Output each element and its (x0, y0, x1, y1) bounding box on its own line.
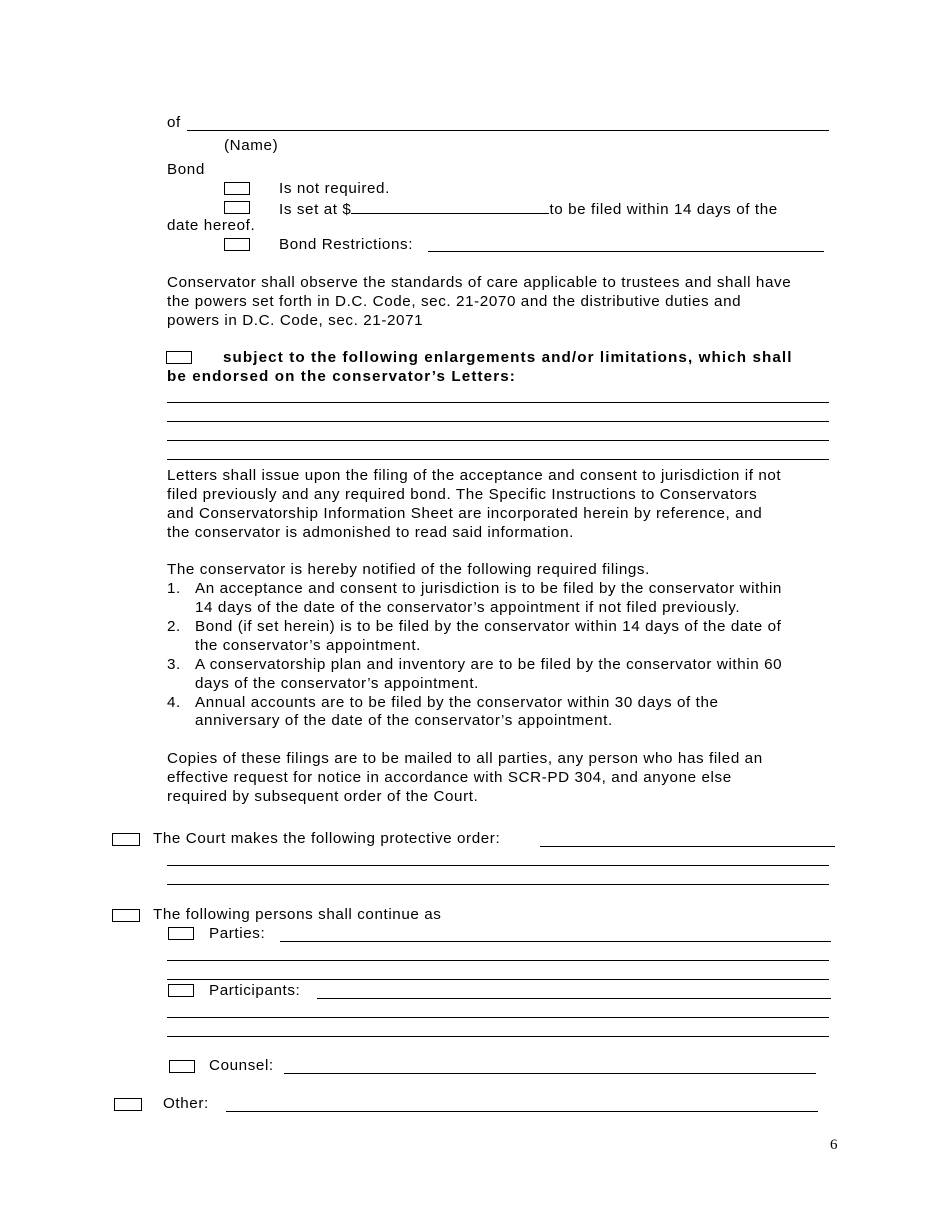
filing-3-line-2: days of the conservator’s appointment. (195, 675, 479, 692)
filing-1-line-2: 14 days of the date of the conservator’s appointment if not filed previously. (195, 599, 741, 616)
bond-restrictions-field[interactable] (428, 251, 824, 252)
bond-not-required-checkbox[interactable] (224, 182, 250, 195)
name-field[interactable] (187, 130, 829, 131)
letters-line-1: Letters shall issue upon the filing of the acceptance and consent to jurisdiction if not (167, 467, 782, 484)
bond-restrictions-checkbox[interactable] (224, 238, 250, 251)
counsel-field[interactable] (284, 1073, 816, 1074)
persons-continue-checkbox[interactable] (112, 909, 140, 922)
filing-3-line-1: A conservatorship plan and inventory are to be filed by the conservator within 60 (195, 656, 783, 673)
of-label: of (167, 114, 181, 131)
copies-line-3: required by subsequent order of the Court. (167, 788, 479, 805)
bond-heading: Bond (167, 161, 205, 178)
bond-set-at-checkbox[interactable] (224, 201, 250, 214)
filing-2-line-2: the conservator’s appointment. (195, 637, 421, 654)
protective-order-field-3[interactable] (167, 884, 829, 885)
enlargements-field-1[interactable] (167, 402, 829, 403)
enlargements-line-2: be endorsed on the conservator’s Letters: (167, 368, 516, 385)
participants-label: Participants: (209, 982, 301, 999)
other-label: Other: (163, 1095, 209, 1112)
filing-4-line-1: Annual accounts are to be filed by the conservator within 30 days of the (195, 694, 719, 711)
filing-3-number: 3. (167, 656, 181, 673)
parties-checkbox[interactable] (168, 927, 194, 940)
copies-line-2: effective request for notice in accordance with SCR-PD 304, and anyone else (167, 769, 732, 786)
parties-field-2[interactable] (167, 960, 829, 961)
standards-line-1: Conservator shall observe the standards of care applicable to trustees and shall have (167, 274, 792, 291)
filing-2-number: 2. (167, 618, 181, 635)
bond-set-at-line (279, 199, 778, 219)
parties-label: Parties: (209, 925, 266, 942)
participants-checkbox[interactable] (168, 984, 194, 997)
bond-set-at-continued: date hereof. (167, 217, 256, 234)
persons-continue-label: The following persons shall continue as (153, 906, 442, 923)
bond-restrictions-label: Bond Restrictions: (279, 236, 414, 253)
enlargements-field-3[interactable] (167, 440, 829, 441)
filing-4-line-2: anniversary of the date of the conservator’s appointment. (195, 712, 613, 729)
filing-2-line-1: Bond (if set herein) is to be filed by the conservator within 14 days of the date of (195, 618, 782, 635)
name-caption: (Name) (224, 137, 279, 154)
protective-order-field-1[interactable] (540, 846, 835, 847)
filings-intro: The conservator is hereby notified of the following required filings. (167, 561, 650, 578)
filing-1-number: 1. (167, 580, 181, 597)
copies-line-1: Copies of these filings are to be mailed to all parties, any person who has filed an (167, 750, 763, 767)
bond-set-at-label: Is set at $ (279, 201, 352, 218)
enlargements-checkbox[interactable] (166, 351, 192, 364)
participants-field-1[interactable] (317, 998, 831, 999)
enlargements-line-1: subject to the following enlargements and/or limitations, which shall (223, 349, 793, 366)
filing-1-line-1: An acceptance and consent to jurisdiction is to be filed by the conservator within (195, 580, 782, 597)
protective-order-label: The Court makes the following protective order: (153, 830, 501, 847)
bond-amount-field[interactable] (351, 199, 549, 214)
parties-field-3[interactable] (167, 979, 829, 980)
letters-line-4: the conservator is admonished to read said information. (167, 524, 574, 541)
filing-4-number: 4. (167, 694, 181, 711)
bond-restrictions-line (279, 236, 413, 254)
standards-line-3: powers in D.C. Code, sec. 21-2071 (167, 312, 424, 329)
of-line (167, 114, 181, 132)
standards-line-2: the powers set forth in D.C. Code, sec. 21-2070 and the distributive duties and (167, 293, 742, 310)
other-field[interactable] (226, 1111, 818, 1112)
counsel-checkbox[interactable] (169, 1060, 195, 1073)
bond-set-at-suffix: to be filed within 14 days of the (549, 201, 778, 218)
bond-not-required-label: Is not required. (279, 180, 390, 197)
letters-line-2: filed previously and any required bond. The Specific Instructions to Conservators (167, 486, 758, 503)
protective-order-checkbox[interactable] (112, 833, 140, 846)
protective-order-field-2[interactable] (167, 865, 829, 866)
letters-line-3: and Conservatorship Information Sheet are incorporated herein by reference, and (167, 505, 763, 522)
page-number: 6 (830, 1137, 838, 1153)
parties-field-1[interactable] (280, 941, 831, 942)
counsel-label: Counsel: (209, 1057, 274, 1074)
other-checkbox[interactable] (114, 1098, 142, 1111)
enlargements-field-4[interactable] (167, 459, 829, 460)
participants-field-2[interactable] (167, 1017, 829, 1018)
enlargements-field-2[interactable] (167, 421, 829, 422)
participants-field-3[interactable] (167, 1036, 829, 1037)
